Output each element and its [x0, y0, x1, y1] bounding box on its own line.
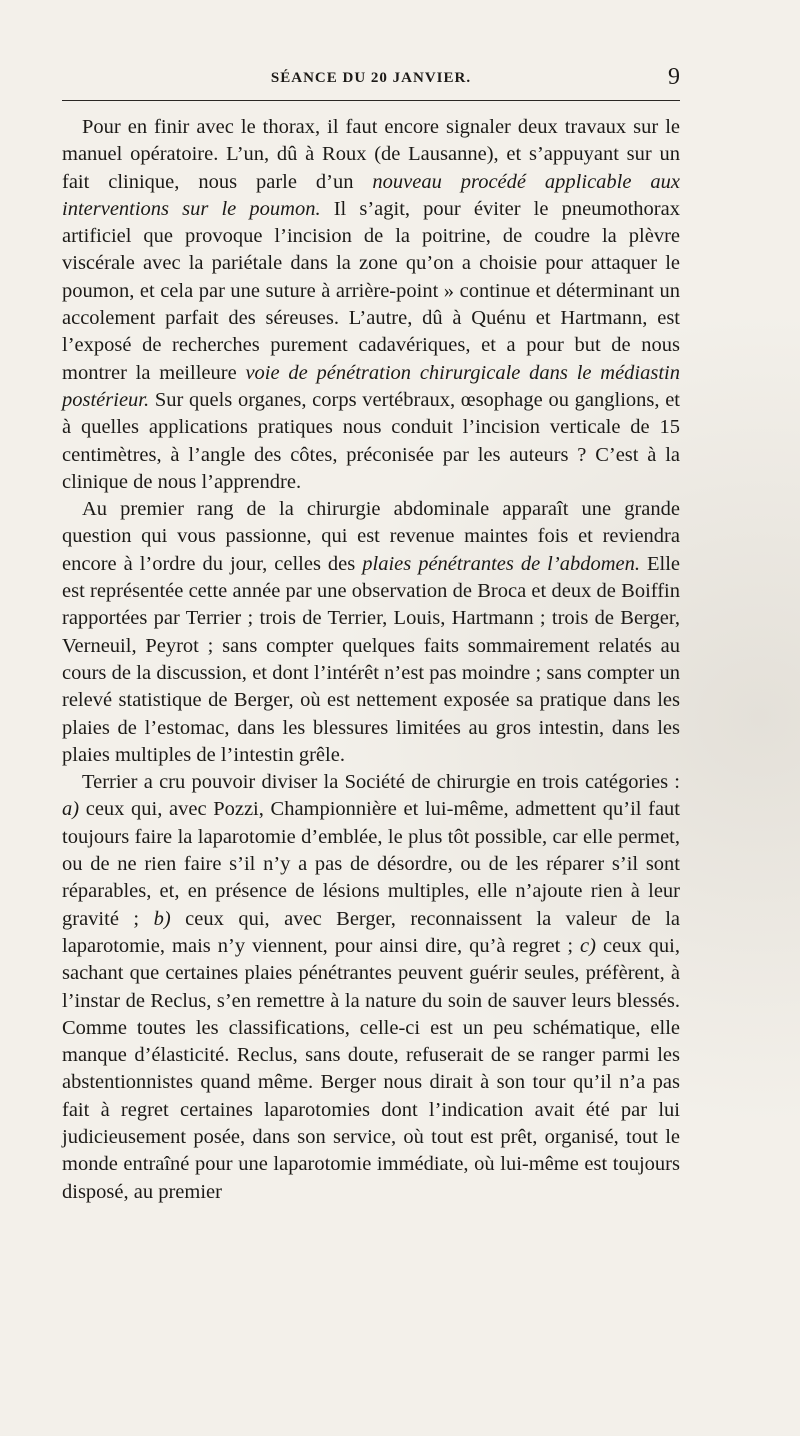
page-number: 9: [668, 64, 680, 90]
italic-run: plaies pénétrantes de l’abdomen.: [362, 552, 640, 575]
italic-run: b): [153, 907, 171, 930]
text-run: ceux qui, avec Berger, reconnaissent la valeur de la laparotomie, mais n’y viennent, pour ainsi dire, qu’à regret ;: [62, 907, 680, 957]
text-run: ceux qui, sachant que certaines plaies pénétrantes peuvent guérir seules, préfèrent, à l’instar de Reclus, s’en remettre à la nature du soin de sauver leurs blessés. Comme toutes les classifications, celle-ci est un peu schématique, elle manque d’élasticité. Reclus, sans doute, refuserait de se ranger parmi les abstentionnistes quand même. Berger nous dirait à son tour qu’il n’a pas fait à regret certaines laparotomies dont l’indication avait été par lui judicieusement posée, dans son service, où tout est prêt, organisé, tout le monde entraîné pour une laparotomie immédiate, où lui-même est toujours disposé, au premier: [62, 934, 680, 1203]
text-run: Terrier a cru pouvoir diviser la Société de chirurgie en trois catégories :: [82, 771, 680, 794]
header-rule: [62, 100, 680, 101]
text-run: Pour en finir avec le thorax, il faut encore signaler deux travaux sur le manuel opératoire. L’un, dû à Roux (de Lausanne), et s’appuyant sur un fait clinique, nous parle d’un: [62, 116, 680, 193]
page-header: [62, 62, 680, 98]
body-text: [62, 114, 680, 1206]
italic-run: nouveau procédé applicable aux interventions sur le poumon.: [62, 170, 680, 220]
text-run: Au premier rang de la chirurgie abdominale apparaît une grande question qui vous passionne, qui est revenue maintes fois et reviendra encore à l’ordre du jour, celles des: [62, 498, 680, 575]
text-run: Il s’agit, pour éviter le pneumothorax artificiel que provoque l’incision de la poitrine, de coudre la plèvre viscérale avec la pariétale dans la zone qu’on a choisie pour attaquer le poumon, et cela par une suture à arrière-point » continue et déterminant un accolement parfait des séreuses. L’autre, dû à Quénu et Hartmann, est l’exposé de recherches purement cadavériques, et a pour but de nous montrer la meilleure: [62, 197, 680, 384]
italic-run: c): [580, 934, 596, 957]
paragraph: [62, 769, 680, 1206]
paragraph: [62, 496, 680, 769]
italic-run: a): [62, 798, 80, 821]
running-title: SÉANCE DU 20 JANVIER.: [270, 70, 472, 86]
paragraph: [62, 114, 680, 496]
italic-run: voie de pénétration chirurgicale dans le médiastin postérieur.: [62, 361, 680, 411]
text-run: ceux qui, avec Pozzi, Championnière et lui-même, admettent qu’il faut toujours faire la laparotomie d’emblée, le plus tôt possible, car elle permet, ou de ne rien faire s’il n’y a pas de désordre, ou de les réparer s’il sont réparables, et, en présence de lésions multiples, elle n’ajoute rien à leur gravité ;: [62, 798, 680, 930]
text-run: Sur quels organes, corps vertébraux, œsophage ou ganglions, et à quelles applications pratiques nous conduit l’incision verticale de 15 centimètres, à l’angle des côtes, préconisée par les auteurs ? C’est à la clinique de nous l’apprendre.: [62, 388, 680, 493]
text-run: Elle est représentée cette année par une observation de Broca et deux de Boiffin rapportées par Terrier ; trois de Terrier, Louis, Hartmann ; trois de Berger, Verneuil, Peyrot ; sans compter quelques faits sommairement relatés au cours de la discussion, et dont l’intérêt n’est pas moindre ; sans compter un relevé statistique de Berger, où est nettement exposée sa pratique dans les plaies de l’estomac, dans les blessures limitées au gros intestin, dans les plaies multiples de l’intestin grêle.: [62, 552, 680, 766]
